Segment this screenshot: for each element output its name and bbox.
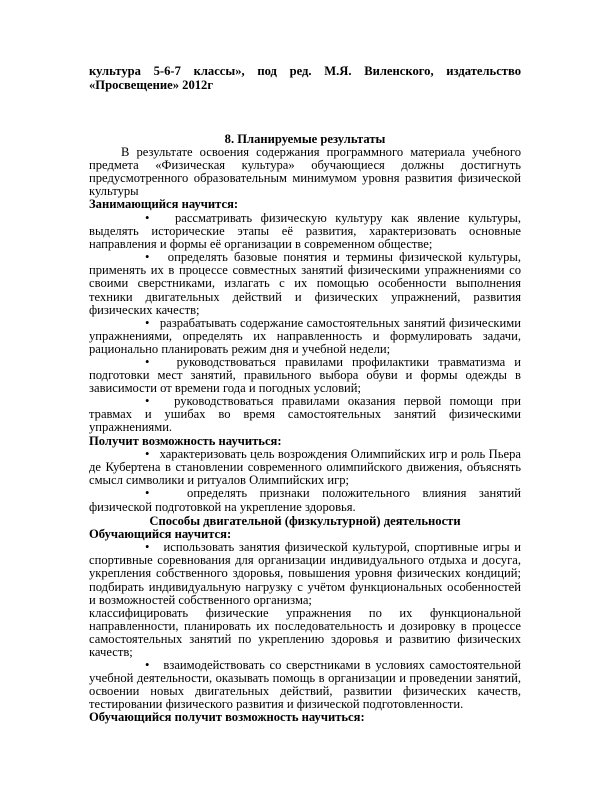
plain-paragraph: классифицировать физические упражнения по их функциональной направленности, планировать их последовательность и дозировку в процессе самостоятельных занятий по укреплению здоровья и развитию физических качеств; <box>89 605 521 659</box>
top-line-block <box>89 64 521 92</box>
results-section <box>89 132 521 725</box>
list-item: • определять базовые понятия и термины физической культуры, применять их в процессе совместных занятий физическими упражнениями со своими сверстниками, излагать с их помощью особенности выполнения техники двигательных действий и физических упражнений, развития физических качеств; <box>89 250 521 317</box>
textbook-reference: культура 5-6-7 классы», под ред. М.Я. Виленского, издательство «Просвещение» 2012г <box>89 64 521 92</box>
subsection-title: Способы двигательной (физкультурной) деятельности <box>149 513 461 528</box>
group2-title: Получит возможность научиться: <box>89 433 282 448</box>
group3-title: Обучающийся научится: <box>89 526 232 541</box>
section-title: 8. Планируемые результаты <box>224 132 386 146</box>
section-intro: В результате освоения содержания программного материала учебного предмета «Физическая культура» обучающиеся должны достигнуть предусмотренного образовательным минимумом уровня развития физической культуры <box>89 145 521 199</box>
list-item: • характеризовать цель возрождения Олимпийских игр и роль Пьера де Кубертена в становлении современного олимпийского движения, объяснять смысл символики и ритуалов Олимпийских игр; <box>89 447 521 488</box>
list-item: • руководствоваться правилами профилактики травматизма и подготовки мест занятий, правильного выбора обуви и формы одежды в зависимости от времени года и погодных условий; <box>89 355 521 396</box>
list-item: • руководствоваться правилами оказания первой помощи при травмах и ушибах во время самостоятельных занятий физическими упражнениями. <box>89 394 521 435</box>
list-item: • определять признаки положительного влияния занятий физической подготовкой на укрепление здоровья. <box>89 486 521 514</box>
list-item: • разрабатывать содержание самостоятельных занятий физическими упражнениями, определять их направленность и формулировать задачи, рационально планировать режим дня и учебной недели; <box>89 315 521 356</box>
list-item: • рассматривать физическую культуру как явление культуры, выделять исторические этапы её развития, характеризовать основные направления и формы её организации в современном обществе; <box>89 210 522 252</box>
list-item: • взаимодействовать со сверстниками в условиях самостоятельной учебной деятельности, оказывать помощь в организации и проведении занятий, освоении новых двигательных действий, развитии физических качеств, тестировании физического развития и физической подготовленности. <box>89 658 521 712</box>
group4-title: Обучающийся получит возможность научиться: <box>89 710 365 725</box>
group1-title: Занимающийся научится: <box>89 197 239 212</box>
list-item: • использовать занятия физической культурой, спортивные игры и спортивные соревнования для организации индивидуального отдыха и досуга, укрепления собственного здоровья, повышения уровня физических кондиций; подбирать индивидуальную нагрузку с учётом функциональных особенностей и возможностей собственного организма; <box>89 540 522 607</box>
